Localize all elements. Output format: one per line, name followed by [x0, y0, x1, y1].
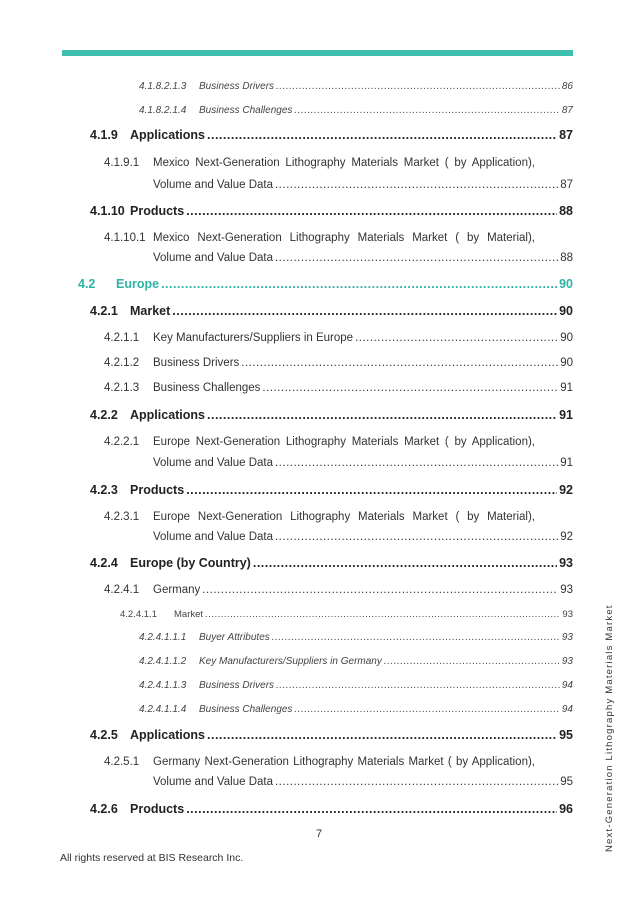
toc-page: 93 [560, 584, 573, 596]
toc-entry[interactable] [104, 357, 573, 369]
toc-title: Mexico Next-Generation Lithography Materials Market ( by Material), [153, 232, 535, 244]
toc-entry[interactable] [90, 408, 573, 422]
toc-leader [253, 556, 557, 570]
toc-number: 4.2.1.2 [104, 357, 140, 369]
toc-leader [207, 728, 557, 742]
toc-page: 93 [561, 656, 573, 667]
toc-leader [355, 332, 558, 344]
toc-page: 93 [561, 632, 573, 643]
toc-page: 87 [559, 128, 573, 142]
toc-entry-first-line[interactable] [104, 232, 535, 244]
toc-number: 4.1.10.1 [104, 232, 146, 244]
toc-number: 4.2.3 [90, 483, 118, 497]
toc-entry[interactable] [153, 457, 573, 469]
toc-entry[interactable] [139, 680, 573, 691]
toc-number: 4.2.3.1 [104, 511, 140, 523]
toc-entry[interactable] [90, 556, 573, 570]
toc-leader [276, 81, 560, 92]
toc-number: 4.2.4.1.1.1 [139, 632, 187, 643]
toc-number: 4.2.5 [90, 728, 118, 742]
toc-title: Market [174, 609, 204, 620]
toc-entry[interactable] [153, 531, 573, 543]
toc-entry[interactable] [153, 252, 573, 264]
toc-number: 4.2.1.3 [104, 382, 140, 394]
toc-leader [205, 609, 560, 620]
toc-entry[interactable] [153, 179, 573, 191]
toc-title: Buyer Attributes [199, 632, 270, 643]
toc-leader [275, 531, 558, 543]
toc-page: 91 [559, 408, 573, 422]
toc-leader [202, 584, 558, 596]
toc-entry[interactable] [78, 277, 573, 291]
toc-entry[interactable] [153, 776, 573, 788]
toc-title: Mexico Next-Generation Lithography Materials Market ( by Application), [153, 157, 535, 169]
toc-title: Applications [130, 128, 206, 142]
toc-title: Business Drivers [199, 81, 275, 92]
toc-page: 90 [559, 277, 573, 291]
toc-leader [275, 776, 558, 788]
toc-entry[interactable] [139, 656, 573, 667]
toc-number: 4.2.1 [90, 304, 118, 318]
toc-title: Business Drivers [199, 680, 275, 691]
side-title: Next-Generation Lithography Materials Market [604, 604, 615, 852]
toc-title: Products [130, 802, 185, 816]
toc-page: 90 [560, 332, 573, 344]
toc-page: 87 [561, 105, 573, 116]
toc-page: 88 [560, 252, 573, 264]
toc-title: Business Challenges [153, 382, 261, 394]
toc-page: 93 [562, 609, 573, 620]
toc-page: 90 [559, 304, 573, 318]
toc-title: Business Challenges [199, 105, 293, 116]
toc-title-cont: Volume and Value Data [153, 457, 273, 469]
toc-page: 92 [559, 483, 573, 497]
toc-title: Business Challenges [199, 704, 293, 715]
toc-entry[interactable] [90, 204, 573, 218]
toc-leader [276, 680, 560, 691]
header-accent-bar [62, 50, 573, 56]
toc-leader [172, 304, 557, 318]
toc-page: 90 [560, 357, 573, 369]
page-number: 7 [315, 828, 323, 840]
toc-title-cont: Volume and Value Data [153, 252, 273, 264]
toc-leader [161, 277, 557, 291]
toc-page: 96 [559, 802, 573, 816]
toc-leader [275, 457, 558, 469]
toc-entry[interactable] [90, 728, 573, 742]
toc-page: 91 [560, 457, 573, 469]
toc-title: Europe Next-Generation Lithography Materials Market ( by Application), [153, 436, 535, 448]
toc-leader [294, 105, 559, 116]
footer-copyright: All rights reserved at BIS Research Inc. [60, 852, 244, 864]
toc-page: 87 [560, 179, 573, 191]
toc-number: 4.2.2.1 [104, 436, 140, 448]
toc-title: Key Manufacturers/Suppliers in Germany [199, 656, 382, 667]
toc-number: 4.2.4.1.1.4 [139, 704, 187, 715]
toc-entry[interactable] [139, 632, 573, 643]
toc-number: 4.1.8.2.1.3 [139, 81, 187, 92]
toc-title: Europe (by Country) [130, 556, 251, 570]
toc-leader [272, 632, 560, 643]
toc-leader [186, 802, 557, 816]
toc-leader [207, 408, 557, 422]
toc-number: 4.2.2 [90, 408, 118, 422]
toc-page: 95 [559, 728, 573, 742]
toc-title: Germany [153, 584, 201, 596]
toc-number: 4.2 [78, 277, 96, 291]
toc-number: 4.2.4.1.1.2 [139, 656, 187, 667]
toc-title: Key Manufacturers/Suppliers in Europe [153, 332, 354, 344]
toc-leader [384, 656, 560, 667]
toc-number: 4.1.10 [90, 204, 125, 218]
toc-entry[interactable] [104, 584, 573, 596]
toc-number: 4.1.8.2.1.4 [139, 105, 187, 116]
toc-entry[interactable] [139, 81, 573, 92]
toc-leader [207, 128, 557, 142]
toc-page: 92 [560, 531, 573, 543]
toc-page: 86 [561, 81, 573, 92]
toc-title-cont: Volume and Value Data [153, 179, 273, 191]
toc-entry[interactable] [120, 609, 573, 620]
toc-number: 4.2.4.1 [104, 584, 140, 596]
toc-leader [275, 179, 558, 191]
toc-leader [275, 252, 558, 264]
toc-entry-first-line[interactable] [104, 157, 535, 169]
toc-number: 4.2.5.1 [104, 756, 140, 768]
toc-leader [186, 483, 557, 497]
toc-page: 94 [561, 704, 573, 715]
toc-leader [262, 382, 558, 394]
toc-entry[interactable] [104, 382, 573, 394]
toc-title-cont: Volume and Value Data [153, 776, 273, 788]
toc-number: 4.2.4.1.1.3 [139, 680, 187, 691]
toc-entry[interactable] [104, 332, 573, 344]
toc-title: Products [130, 204, 185, 218]
toc-entry[interactable] [139, 704, 573, 715]
toc-page: 94 [561, 680, 573, 691]
toc-title: Market [130, 304, 171, 318]
toc-title: Products [130, 483, 185, 497]
toc-entry-first-line[interactable] [104, 511, 535, 523]
toc-leader [186, 204, 557, 218]
toc-title: Europe [116, 277, 160, 291]
toc-title: Applications [130, 728, 206, 742]
toc-number: 4.2.4 [90, 556, 118, 570]
toc-number: 4.2.4.1.1 [120, 609, 157, 620]
toc-page: 91 [560, 382, 573, 394]
toc-entry[interactable] [90, 483, 573, 497]
toc-title: Europe Next-Generation Lithography Materials Market ( by Material), [153, 511, 535, 523]
toc-title-cont: Volume and Value Data [153, 531, 273, 543]
toc-number: 4.2.6 [90, 802, 118, 816]
toc-entry[interactable] [90, 802, 573, 816]
toc-page: 88 [559, 204, 573, 218]
toc-page: 95 [560, 776, 573, 788]
toc-title: Applications [130, 408, 206, 422]
toc-entry[interactable] [139, 105, 573, 116]
toc-entry[interactable] [90, 128, 573, 142]
toc-number: 4.2.1.1 [104, 332, 140, 344]
toc-number: 4.1.9 [90, 128, 118, 142]
toc-number: 4.1.9.1 [104, 157, 140, 169]
toc-leader [294, 704, 559, 715]
toc-entry-first-line[interactable] [104, 756, 535, 768]
toc-entry[interactable] [90, 304, 573, 318]
toc-title: Business Drivers [153, 357, 240, 369]
toc-title: Germany Next-Generation Lithography Materials Market ( by Application), [153, 756, 535, 768]
toc-entry-first-line[interactable] [104, 436, 535, 448]
toc-leader [241, 357, 558, 369]
toc-page: 93 [559, 556, 573, 570]
